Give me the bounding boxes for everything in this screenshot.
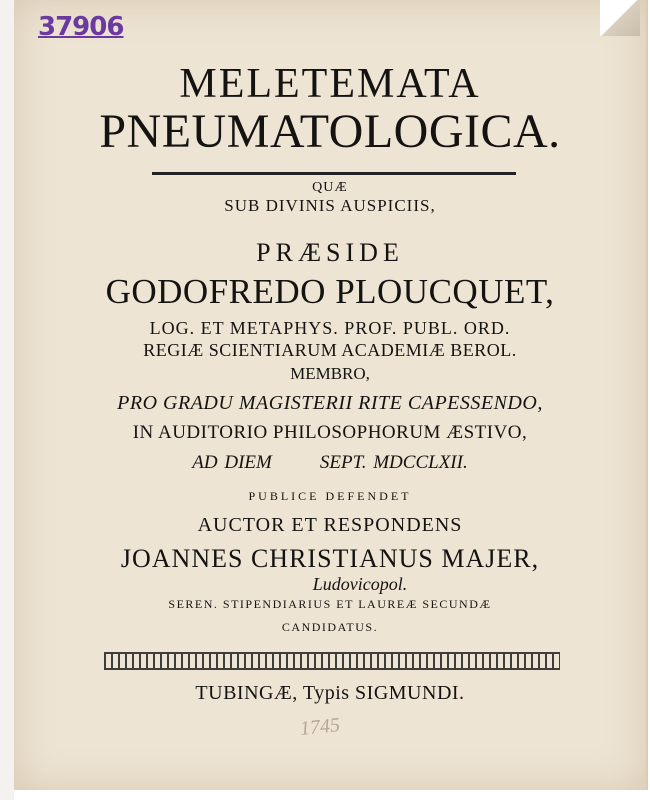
auspiciis-line: SUB DIVINIS AUSPICIIS, [224, 196, 436, 215]
folded-corner [600, 0, 640, 36]
title-rule [152, 172, 516, 175]
praeside-line: PRÆSIDE [256, 238, 404, 267]
origin-line: Ludovicopol. [312, 574, 408, 594]
auditorium-line: IN AUDITORIO PHILOSOPHORUM ÆSTIVO, [132, 422, 528, 443]
ornament-border [104, 652, 560, 670]
stipendiarius-line: SEREN. STIPENDIARIUS ET LAUREÆ SECUNDÆ [168, 597, 492, 611]
auctor-line: AUCTOR ET RESPONDENS [197, 514, 463, 536]
title-line-1: MELETEMATA [179, 61, 481, 107]
ad-diem-text: AD DIEM [192, 452, 272, 473]
membro-line: MEMBRO, [290, 364, 370, 383]
pencil-note: 1745 [298, 713, 341, 741]
degree-line: PRO GRADU MAGISTERII RITE CAPESSENDO, [117, 392, 543, 414]
quae-line: QUÆ [312, 180, 348, 195]
publice-line: PUBLICE DEFENDET [248, 489, 412, 503]
date-line [14, 452, 646, 474]
praeses-name: GODOFREDO PLOUCQUET, [105, 272, 555, 311]
shelfmark-stamp: 37906 [38, 12, 124, 42]
academy-line: REGIÆ SCIENTIARUM ACADEMIÆ BEROL. [143, 340, 517, 360]
respondent-name: JOANNES CHRISTIANUS MAJER, [120, 544, 540, 573]
date-text: SEPT. MDCCLXII. [319, 452, 468, 473]
praeses-title-line: LOG. ET METAPHYS. PROF. PUBL. ORD. [149, 318, 511, 338]
background-edge [0, 0, 14, 800]
candidatus-line: CANDIDATUS. [281, 620, 379, 634]
imprint-line: TUBINGÆ, Typis SIGMUNDI. [195, 682, 465, 704]
title-line-2: PNEUMATOLOGICA. [99, 105, 561, 158]
